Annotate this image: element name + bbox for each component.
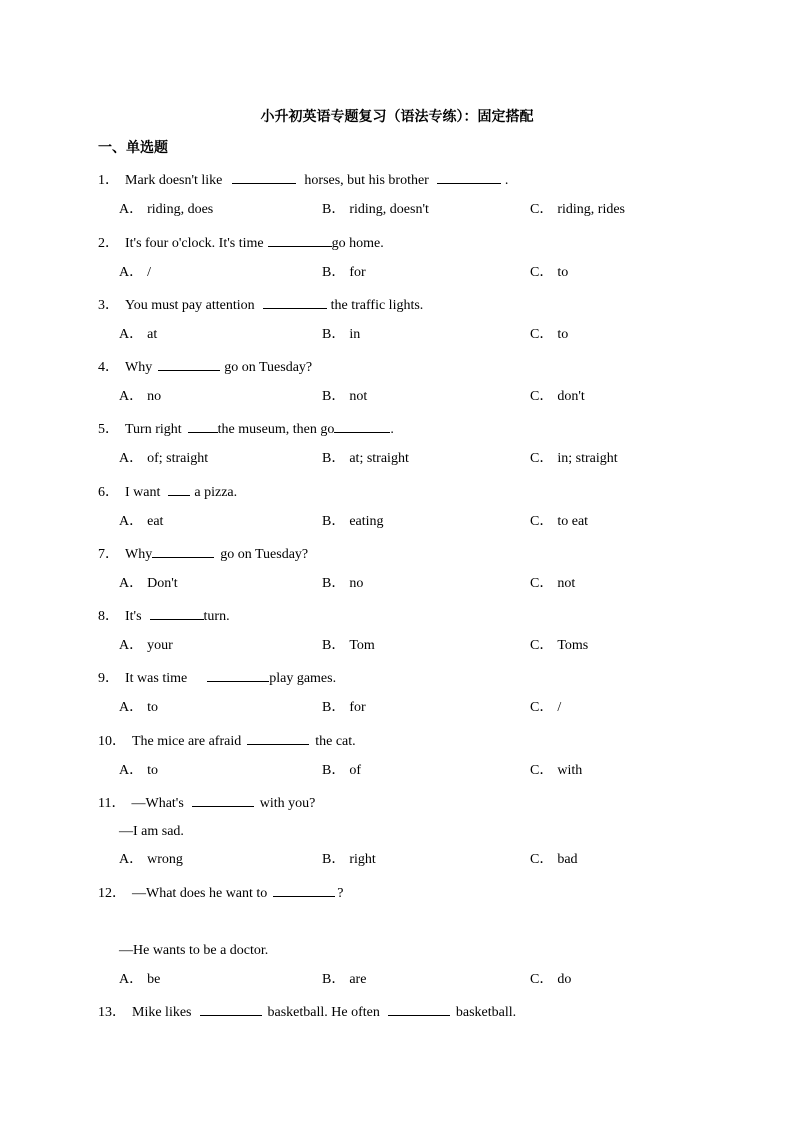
option-text: to bbox=[147, 700, 159, 715]
option-letter: B． bbox=[322, 389, 346, 404]
question-text: —What does he want to bbox=[132, 886, 268, 901]
answer-blank[interactable] bbox=[207, 668, 269, 682]
question-text: with you? bbox=[259, 796, 316, 811]
answer-blank[interactable] bbox=[263, 295, 327, 309]
question-3 bbox=[98, 295, 423, 315]
question-text: —What's bbox=[131, 796, 184, 811]
option-text: with bbox=[557, 763, 583, 778]
option-c[interactable] bbox=[530, 637, 588, 655]
option-text: riding, doesn't bbox=[349, 202, 429, 217]
question-text: go on Tuesday? bbox=[224, 360, 313, 375]
question-text: turn. bbox=[203, 609, 230, 624]
option-letter: B． bbox=[322, 972, 346, 987]
option-a[interactable] bbox=[119, 637, 173, 655]
option-text: in; straight bbox=[557, 451, 618, 466]
question-number: 2． bbox=[98, 236, 119, 251]
option-b[interactable] bbox=[322, 575, 363, 593]
answer-blank[interactable] bbox=[247, 731, 309, 745]
question-number: 12． bbox=[98, 886, 126, 901]
dialogue-reply: —I am sad. bbox=[119, 824, 184, 839]
option-text: your bbox=[147, 638, 173, 653]
question-number: 1． bbox=[98, 173, 119, 188]
option-a[interactable] bbox=[119, 326, 157, 344]
question-11 bbox=[98, 793, 315, 813]
option-letter: A． bbox=[119, 514, 144, 529]
option-c[interactable] bbox=[530, 851, 578, 869]
option-letter: C． bbox=[530, 202, 554, 217]
option-letter: B． bbox=[322, 202, 346, 217]
option-text: do bbox=[557, 972, 572, 987]
option-letter: A． bbox=[119, 763, 144, 778]
question-5 bbox=[98, 419, 394, 439]
option-c[interactable] bbox=[530, 264, 568, 282]
question-6 bbox=[98, 482, 237, 502]
option-b[interactable] bbox=[322, 201, 429, 219]
option-letter: B． bbox=[322, 576, 346, 591]
option-letter: C． bbox=[530, 327, 554, 342]
option-c[interactable] bbox=[530, 575, 575, 593]
option-a[interactable] bbox=[119, 851, 183, 869]
option-letter: B． bbox=[322, 852, 346, 867]
question-number: 5． bbox=[98, 422, 119, 437]
option-text: no bbox=[147, 389, 162, 404]
option-text: not bbox=[349, 389, 368, 404]
option-letter: A． bbox=[119, 576, 144, 591]
option-a[interactable] bbox=[119, 971, 160, 989]
answer-blank[interactable] bbox=[168, 482, 190, 496]
option-b[interactable] bbox=[322, 637, 375, 655]
option-text: riding, does bbox=[147, 202, 214, 217]
option-letter: B． bbox=[322, 700, 346, 715]
option-c[interactable] bbox=[530, 388, 585, 406]
option-letter: A． bbox=[119, 700, 144, 715]
option-b[interactable] bbox=[322, 388, 367, 406]
option-text: Don't bbox=[147, 576, 178, 591]
option-a[interactable] bbox=[119, 699, 158, 717]
option-text: to eat bbox=[557, 514, 589, 529]
question-number: 7． bbox=[98, 547, 119, 562]
option-text: right bbox=[349, 852, 376, 867]
question-number: 10． bbox=[98, 734, 126, 749]
answer-blank[interactable] bbox=[188, 419, 218, 433]
option-text: for bbox=[349, 265, 366, 280]
option-text: eat bbox=[147, 514, 164, 529]
question-text: go on Tuesday? bbox=[220, 547, 309, 562]
option-letter: A． bbox=[119, 638, 144, 653]
option-text: are bbox=[349, 972, 367, 987]
option-letter: C． bbox=[530, 700, 554, 715]
option-text: of bbox=[349, 763, 362, 778]
option-b[interactable] bbox=[322, 762, 361, 780]
question-number: 6． bbox=[98, 485, 119, 500]
option-a[interactable] bbox=[119, 450, 208, 468]
question-text: the traffic lights. bbox=[330, 298, 424, 313]
option-text: Tom bbox=[349, 638, 375, 653]
dialogue-reply: —He wants to be a doctor. bbox=[119, 943, 269, 958]
option-c[interactable] bbox=[530, 971, 571, 989]
option-letter: C． bbox=[530, 763, 554, 778]
option-letter: B． bbox=[322, 638, 346, 653]
option-b[interactable] bbox=[322, 971, 366, 989]
option-text: / bbox=[557, 700, 562, 715]
option-a[interactable] bbox=[119, 575, 178, 593]
option-text: be bbox=[147, 972, 161, 987]
option-a[interactable] bbox=[119, 264, 151, 282]
option-text: not bbox=[557, 576, 576, 591]
option-text: of; straight bbox=[147, 451, 209, 466]
option-letter: C． bbox=[530, 451, 554, 466]
question-12 bbox=[98, 883, 344, 903]
option-letter: C． bbox=[530, 514, 554, 529]
question-text: ? bbox=[337, 886, 344, 901]
option-text: in bbox=[349, 327, 361, 342]
question-text: I want bbox=[125, 485, 161, 500]
option-text: eating bbox=[349, 514, 384, 529]
option-letter: C． bbox=[530, 576, 554, 591]
option-letter: C． bbox=[530, 852, 554, 867]
question-text: It's four o'clock. It's time bbox=[125, 236, 264, 251]
question-10 bbox=[98, 731, 356, 751]
option-letter: B． bbox=[322, 265, 346, 280]
option-text: at bbox=[147, 327, 158, 342]
option-letter: C． bbox=[530, 265, 554, 280]
option-text: to bbox=[557, 265, 569, 280]
answer-blank[interactable] bbox=[268, 233, 332, 247]
question-text: Turn right bbox=[125, 422, 182, 437]
question-text: You must pay attention bbox=[125, 298, 255, 313]
question-8 bbox=[98, 606, 230, 626]
option-text: / bbox=[147, 265, 152, 280]
question-number: 13． bbox=[98, 1005, 126, 1020]
question-number: 4． bbox=[98, 360, 119, 375]
question-text: horses, but his brother bbox=[304, 173, 429, 188]
answer-blank[interactable] bbox=[334, 419, 390, 433]
option-b[interactable] bbox=[322, 326, 360, 344]
question-text: The mice are afraid bbox=[132, 734, 242, 749]
option-c[interactable] bbox=[530, 450, 618, 468]
answer-blank[interactable] bbox=[437, 170, 501, 184]
question-text: play games. bbox=[269, 671, 337, 686]
question-text: go home. bbox=[331, 236, 384, 251]
question-number: 8． bbox=[98, 609, 119, 624]
option-text: Toms bbox=[557, 638, 589, 653]
question-2 bbox=[98, 233, 384, 253]
option-b[interactable] bbox=[322, 851, 376, 869]
option-b[interactable] bbox=[322, 513, 384, 531]
option-text: bad bbox=[557, 852, 578, 867]
page-title: 小升初英语专题复习（语法专练）：固定搭配 bbox=[260, 109, 534, 125]
question-text: Why bbox=[125, 547, 153, 562]
option-text: no bbox=[349, 576, 364, 591]
question-text: basketball. bbox=[455, 1005, 517, 1020]
answer-blank[interactable] bbox=[192, 793, 254, 807]
question-text: . bbox=[504, 173, 509, 188]
answer-blank[interactable] bbox=[150, 606, 204, 620]
option-letter: C． bbox=[530, 389, 554, 404]
question-text: a pizza. bbox=[194, 485, 238, 500]
option-c[interactable] bbox=[530, 699, 561, 717]
question-text: It's bbox=[125, 609, 142, 624]
option-b[interactable] bbox=[322, 264, 366, 282]
option-c[interactable] bbox=[530, 513, 588, 531]
option-text: don't bbox=[557, 389, 585, 404]
answer-blank[interactable] bbox=[388, 1002, 450, 1016]
question-number: 3． bbox=[98, 298, 119, 313]
answer-blank[interactable] bbox=[200, 1002, 262, 1016]
question-text: Why bbox=[125, 360, 153, 375]
question-9 bbox=[98, 668, 336, 688]
question-text: It was time bbox=[125, 671, 188, 686]
option-text: for bbox=[349, 700, 366, 715]
option-letter: A． bbox=[119, 389, 144, 404]
answer-blank[interactable] bbox=[232, 170, 296, 184]
option-b[interactable] bbox=[322, 699, 366, 717]
answer-blank[interactable] bbox=[158, 357, 220, 371]
option-a[interactable] bbox=[119, 762, 158, 780]
option-letter: B． bbox=[322, 514, 346, 529]
option-b[interactable] bbox=[322, 450, 409, 468]
option-text: to bbox=[557, 327, 569, 342]
option-a[interactable] bbox=[119, 201, 213, 219]
question-text: the museum, then go bbox=[217, 422, 335, 437]
option-letter: C． bbox=[530, 638, 554, 653]
answer-blank[interactable] bbox=[152, 544, 214, 558]
option-text: to bbox=[147, 763, 159, 778]
option-letter: A． bbox=[119, 451, 144, 466]
question-number: 9． bbox=[98, 671, 119, 686]
option-letter: A． bbox=[119, 972, 144, 987]
option-letter: B． bbox=[322, 763, 346, 778]
question-4 bbox=[98, 357, 312, 377]
option-c[interactable] bbox=[530, 762, 582, 780]
question-text: the cat. bbox=[315, 734, 356, 749]
option-letter: B． bbox=[322, 451, 346, 466]
option-text: riding, rides bbox=[557, 202, 625, 217]
question-7 bbox=[98, 544, 308, 564]
option-letter: A． bbox=[119, 327, 144, 342]
option-a[interactable] bbox=[119, 388, 161, 406]
section-heading: 一、单选题 bbox=[98, 140, 168, 156]
answer-blank[interactable] bbox=[273, 883, 335, 897]
option-c[interactable] bbox=[530, 326, 568, 344]
option-letter: A． bbox=[119, 265, 144, 280]
option-a[interactable] bbox=[119, 513, 163, 531]
option-text: at; straight bbox=[349, 451, 409, 466]
question-text: . bbox=[390, 422, 394, 437]
option-c[interactable] bbox=[530, 201, 625, 219]
option-text: wrong bbox=[147, 852, 183, 867]
question-1 bbox=[98, 170, 508, 190]
option-letter: C． bbox=[530, 972, 554, 987]
question-number: 11． bbox=[98, 796, 126, 811]
question-13 bbox=[98, 1002, 516, 1022]
question-text: Mark doesn't like bbox=[125, 173, 223, 188]
question-text: basketball. He often bbox=[267, 1005, 380, 1020]
option-letter: A． bbox=[119, 202, 144, 217]
option-letter: B． bbox=[322, 327, 346, 342]
option-letter: A． bbox=[119, 852, 144, 867]
question-text: Mike likes bbox=[132, 1005, 192, 1020]
